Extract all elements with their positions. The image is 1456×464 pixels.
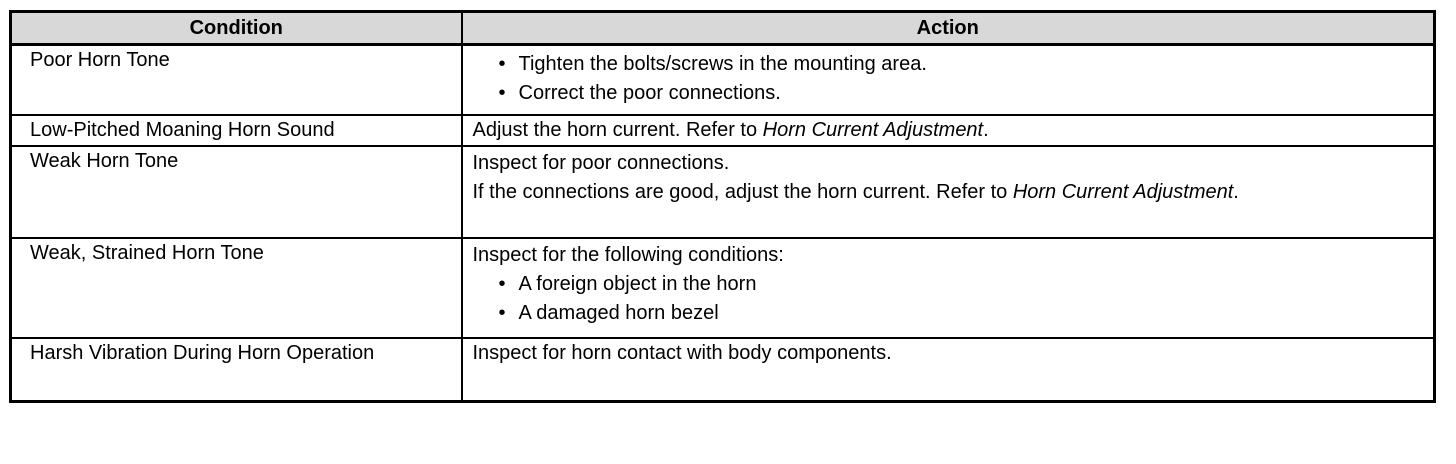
- reference-link-text: Horn Current Adjustment: [762, 119, 984, 141]
- reference-link-text: Horn Current Adjustment: [1012, 181, 1234, 203]
- action-text-tail: .: [983, 119, 989, 141]
- condition-column-header: Condition: [11, 12, 462, 45]
- action-text: Inspect for horn contact with body components.: [472, 342, 892, 364]
- action-cell: [462, 146, 1435, 238]
- table-row: [11, 338, 1435, 402]
- action-text-tail: .: [1233, 181, 1239, 203]
- condition-text: Weak Horn Tone: [30, 150, 179, 172]
- action-cell: [462, 238, 1435, 338]
- bullet-item: • Correct the poor connections.: [473, 82, 1426, 105]
- condition-text: Low-Pitched Moaning Horn Sound: [30, 119, 335, 141]
- bullet-item: • A foreign object in the horn: [473, 273, 1426, 296]
- action-text: If the connections are good, adjust the horn current. Refer to: [472, 181, 1013, 203]
- condition-text: Harsh Vibration During Horn Operation: [30, 342, 375, 364]
- action-paragraph: Inspect for the following conditions:: [472, 244, 784, 266]
- action-text: Adjust the horn current. Refer to: [472, 119, 763, 141]
- diagnostic-table: [9, 10, 1436, 403]
- table-row: [11, 45, 1435, 116]
- action-paragraph: Inspect for poor connections.: [472, 152, 730, 174]
- condition-cell: [11, 238, 462, 338]
- table-header-row: [11, 12, 1435, 45]
- action-paragraph: [473, 181, 1426, 204]
- condition-cell: [11, 45, 462, 116]
- bullet-item: • Tighten the bolts/screws in the mounting area.: [473, 53, 1426, 76]
- table-row: [11, 238, 1435, 338]
- action-cell: [462, 338, 1435, 402]
- action-bullet-list: [473, 53, 1426, 105]
- action-column-header: Action: [462, 12, 1435, 45]
- condition-cell: [11, 338, 462, 402]
- condition-text: Poor Horn Tone: [30, 49, 170, 71]
- action-bullet-list: [473, 273, 1426, 325]
- table-row: [11, 115, 1435, 146]
- condition-cell: [11, 115, 462, 146]
- bullet-item: • A damaged horn bezel: [473, 302, 1426, 325]
- table-row: [11, 146, 1435, 238]
- condition-cell: [11, 146, 462, 238]
- action-cell: [462, 45, 1435, 116]
- action-cell: [462, 115, 1435, 146]
- condition-text: Weak, Strained Horn Tone: [30, 242, 264, 264]
